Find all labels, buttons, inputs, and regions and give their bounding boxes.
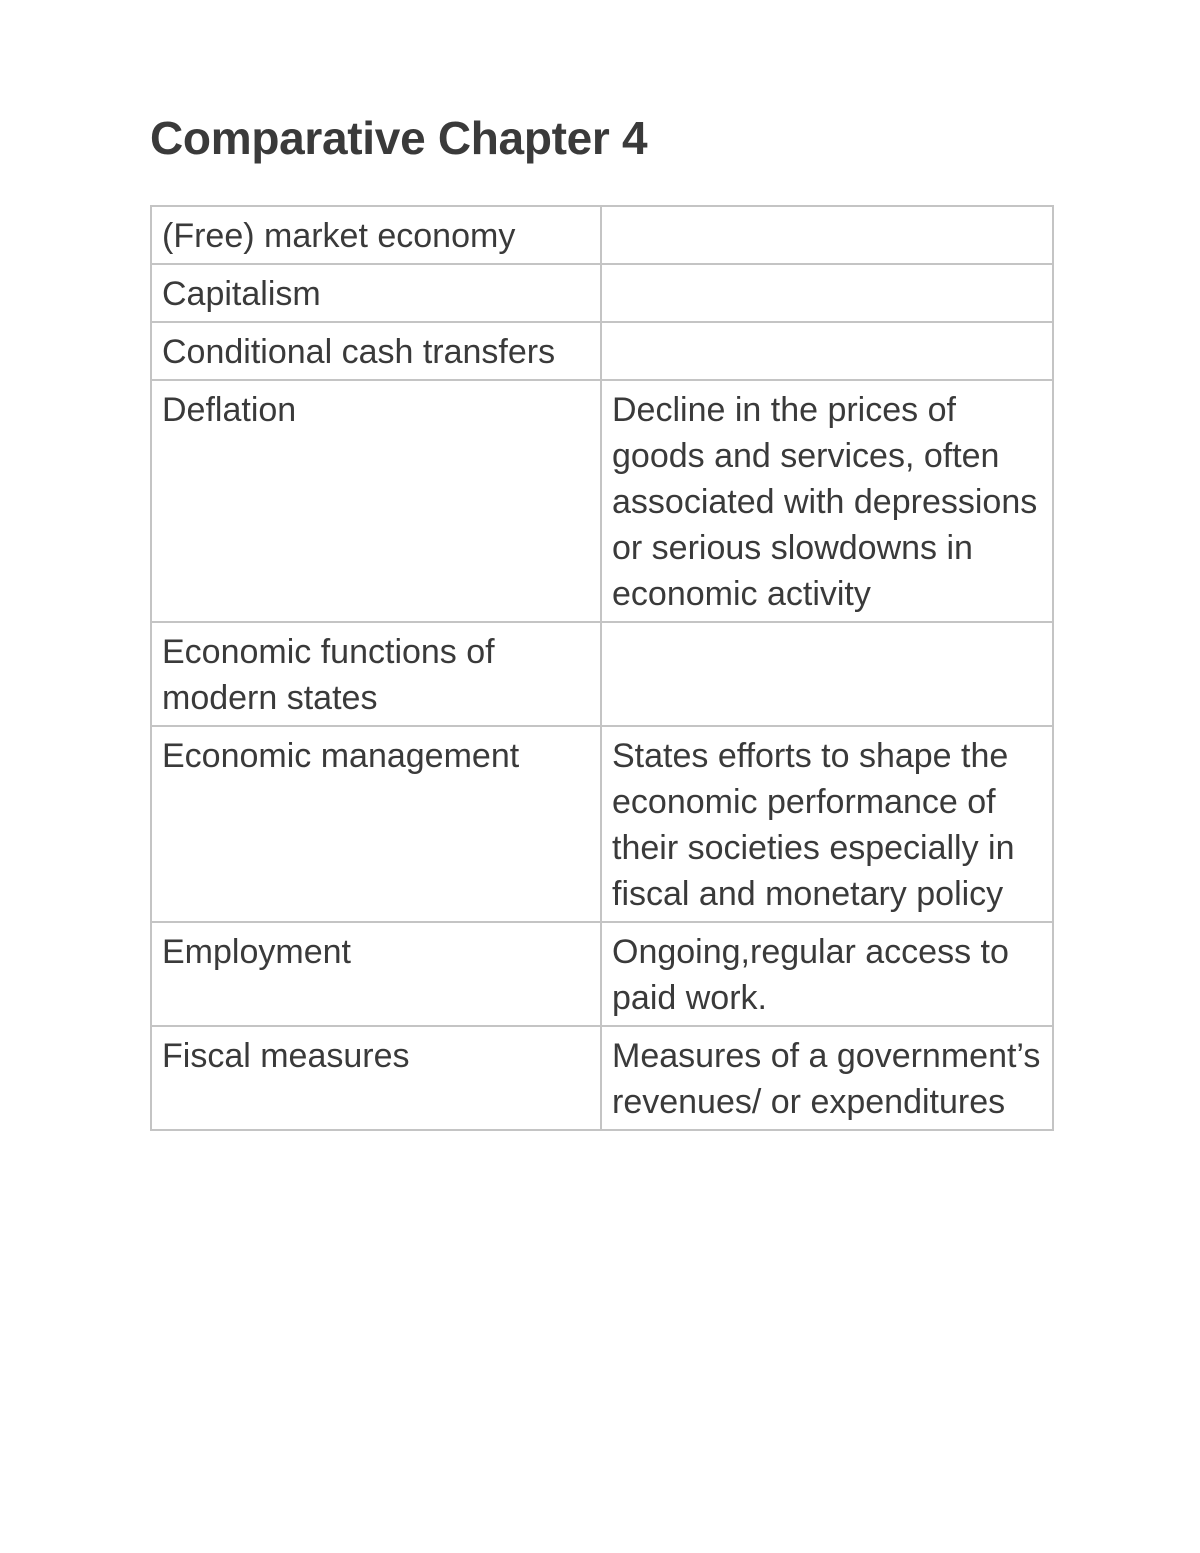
term-cell: Deflation	[151, 380, 601, 622]
definition-cell: Measures of a government’s revenues/ or expenditures	[601, 1026, 1053, 1130]
definition-cell	[601, 264, 1053, 322]
definition-cell	[601, 622, 1053, 726]
definition-cell	[601, 206, 1053, 264]
term-cell: Employment	[151, 922, 601, 1026]
definition-cell: States efforts to shape the economic performance of their societies especially in fiscal and monetary policy	[601, 726, 1053, 922]
table-row	[151, 922, 1053, 1026]
definition-cell: Decline in the prices of goods and services, often associated with depressions or serious slowdowns in economic activity	[601, 380, 1053, 622]
page-title: Comparative Chapter 4	[150, 112, 648, 164]
table-row	[151, 206, 1053, 264]
definition-cell: Ongoing,regular access to paid work.	[601, 922, 1053, 1026]
term-cell: Fiscal measures	[151, 1026, 601, 1130]
table-row	[151, 380, 1053, 622]
table-row	[151, 1026, 1053, 1130]
glossary-table	[150, 205, 1054, 1131]
term-cell: Economic management	[151, 726, 601, 922]
term-cell: Capitalism	[151, 264, 601, 322]
term-cell: Conditional cash transfers	[151, 322, 601, 380]
table-row	[151, 322, 1053, 380]
definition-cell	[601, 322, 1053, 380]
table-row	[151, 264, 1053, 322]
term-cell: Economic functions of modern states	[151, 622, 601, 726]
term-cell: (Free) market economy	[151, 206, 601, 264]
table-row	[151, 622, 1053, 726]
table-row	[151, 726, 1053, 922]
